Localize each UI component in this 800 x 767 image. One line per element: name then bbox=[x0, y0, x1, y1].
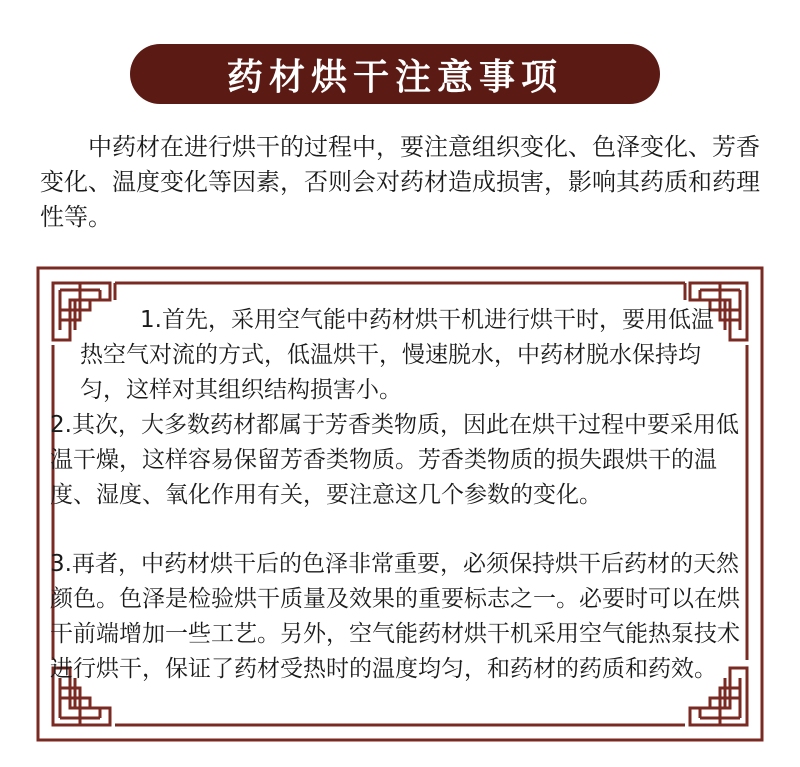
note-paragraph-3: 3.再者，中药材烘干后的色泽非常重要，必须保持烘干后药材的天然颜色。色泽是检验烘干质量及效果的重要标志之一。必要时可以在烘干前端增加一些工艺。另外，空气能药材烘干机采用空气能热泵技术进行烘干，保证了药材受热时的温度均匀，和药材的药质和药效。 bbox=[50, 551, 740, 682]
intro-paragraph: 中药材在进行烘干的过程中，要注意组织变化、色泽变化、芳香变化、温度变化等因素，否则会对药材造成损害，影响其药质和药理性等。 bbox=[40, 133, 760, 231]
note-paragraph-2: 2.其次，大多数药材都属于芳香类物质，因此在烘干过程中要采用低温干燥，这样容易保留芳香类物质。芳香类物质的损失跟烘干的温度、湿度、氧化作用有关，要注意这几个参数的变化。 bbox=[50, 412, 739, 508]
page-title: 药材烘干注意事项 bbox=[226, 56, 563, 98]
note-paragraph-1: 1.首先，采用空气能中药材烘干机进行烘干时，要用低温热空气对流的方式，低温烘干，慢速脱水，中药材脱水保持均匀，这样对其组织结构损害小。 bbox=[80, 307, 714, 403]
